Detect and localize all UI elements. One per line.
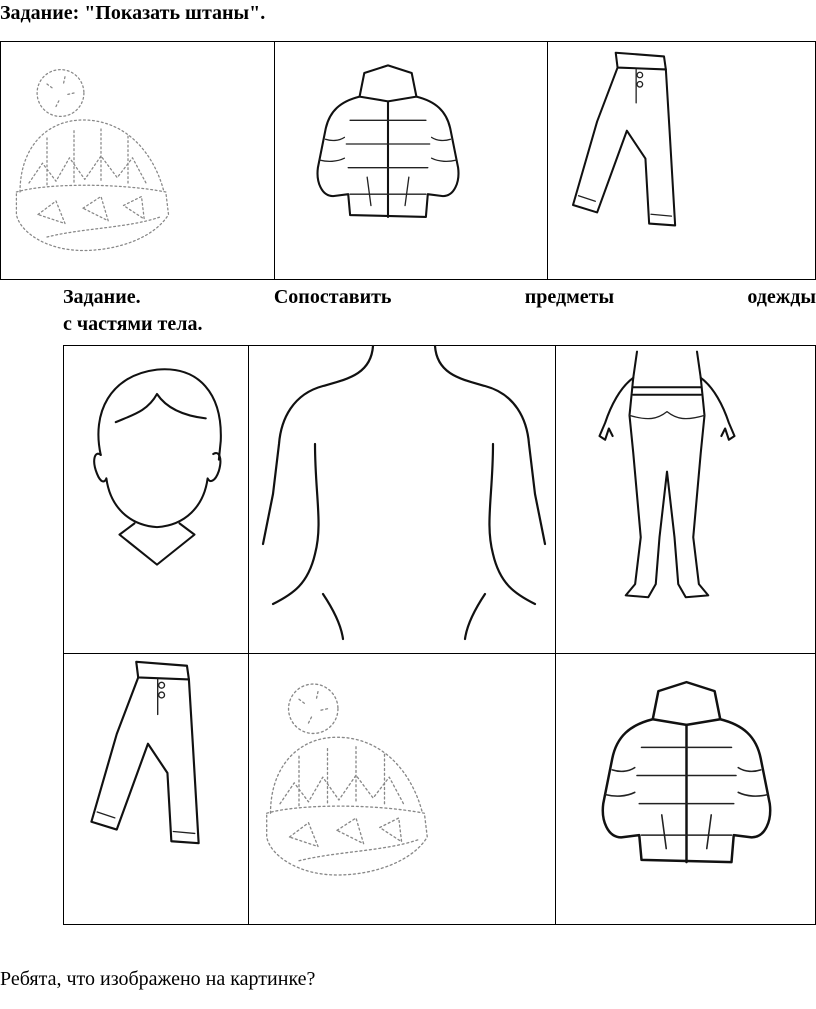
body-cell-torso <box>248 345 556 654</box>
jacket-icon <box>293 54 483 234</box>
picture-cell-jacket <box>274 41 548 280</box>
task2-word-4: одежды <box>747 286 816 308</box>
task2-text <box>63 286 816 336</box>
hat-icon <box>261 660 451 900</box>
clothes-cell-jacket <box>555 653 816 925</box>
task2-word-3: предметы <box>524 286 615 308</box>
clothes-cell-pants <box>63 653 249 925</box>
legs-icon <box>592 346 742 616</box>
clothes-cell-hat <box>248 653 556 925</box>
question-text: Ребята, что изображено на картинке? <box>0 968 316 990</box>
task2-word-2: Сопоставить <box>273 286 392 308</box>
body-cell-legs <box>555 345 816 654</box>
jacket-icon <box>574 668 799 883</box>
body-cell-head <box>63 345 249 654</box>
head-icon <box>82 354 232 584</box>
torso-icon <box>253 344 553 644</box>
task2-line2: с частями тела. <box>63 313 203 335</box>
pants-icon <box>76 656 216 851</box>
picture-cell-hat <box>0 41 275 280</box>
task2-word-1: Задание. <box>63 286 141 308</box>
task1-title: Задание: "Показать штаны". <box>0 2 266 24</box>
hat-icon <box>11 48 191 273</box>
pants-icon <box>560 44 690 236</box>
picture-cell-pants <box>547 41 816 280</box>
